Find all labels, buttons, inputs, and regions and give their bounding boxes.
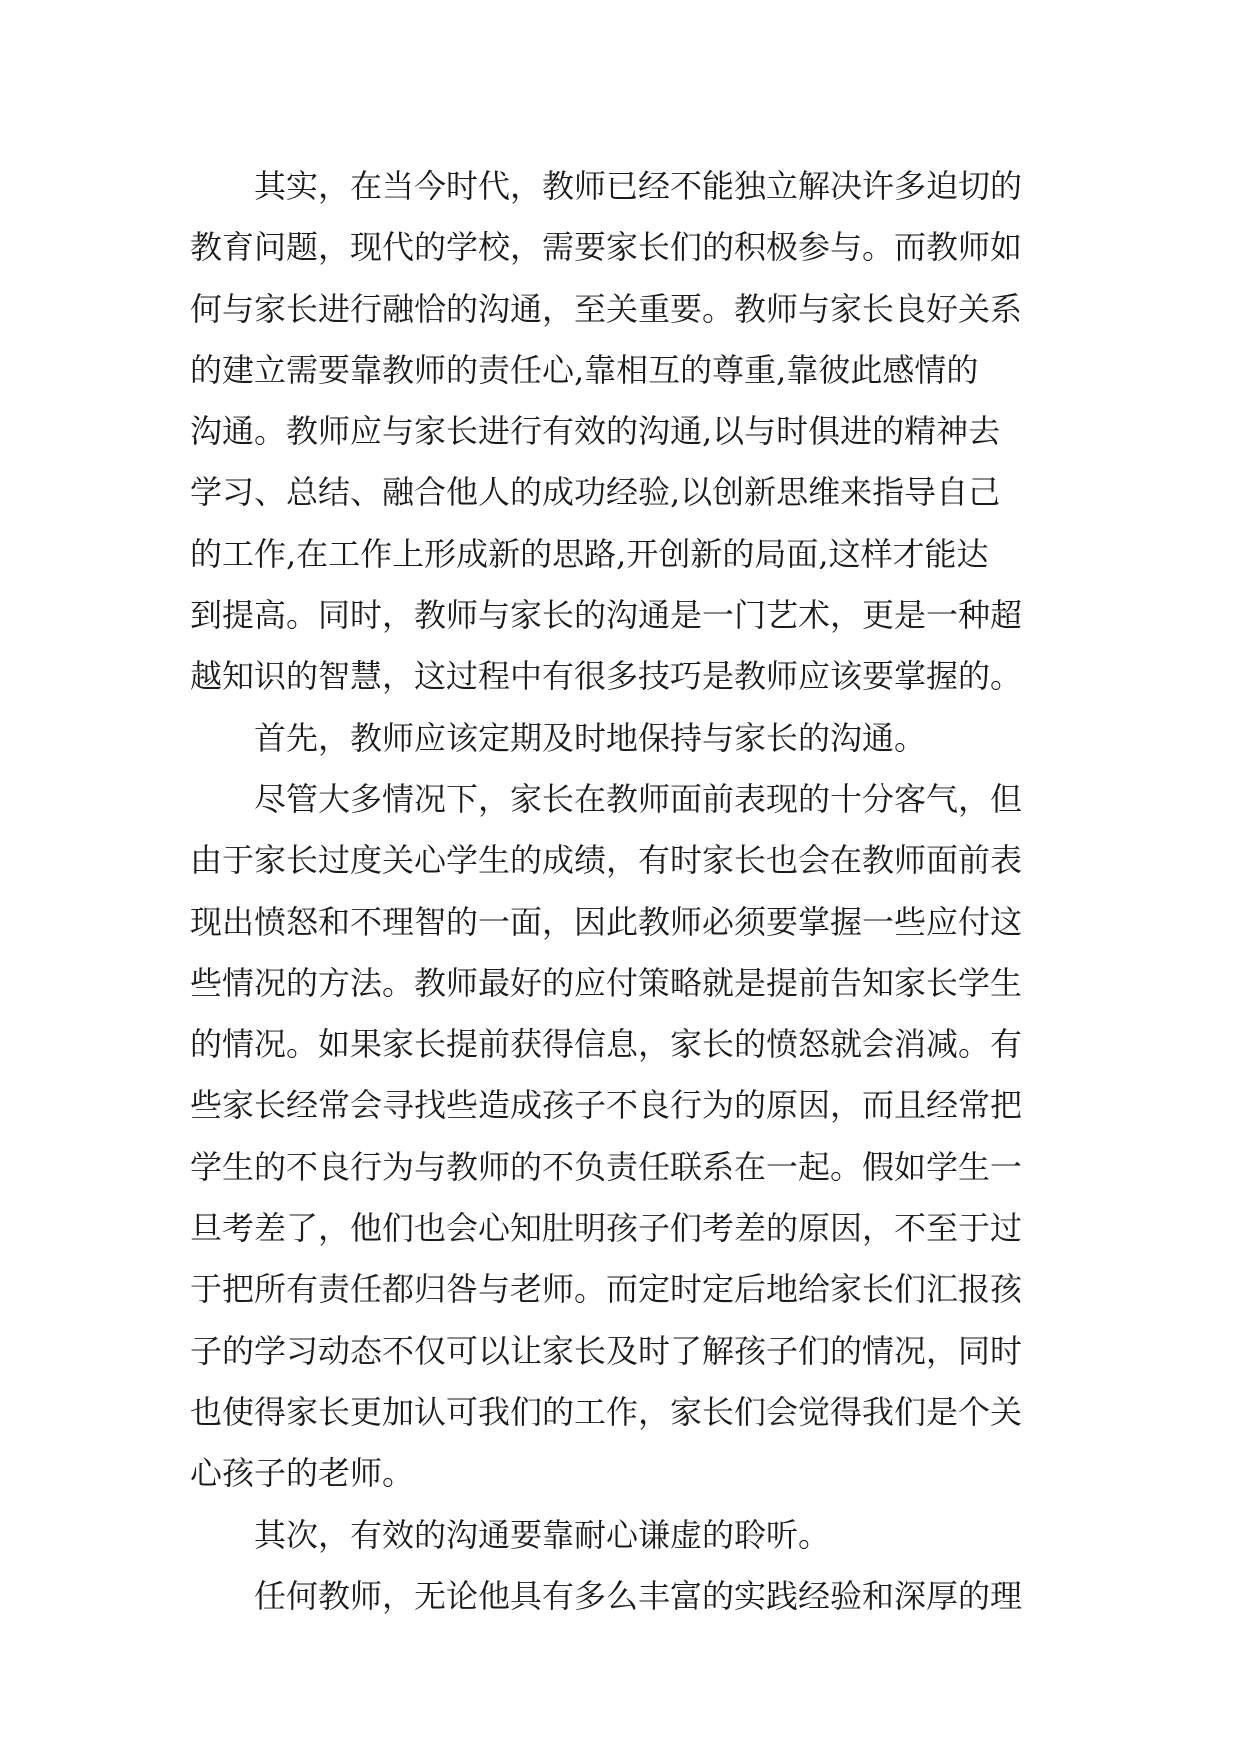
text-line: 的建立需要靠教师的责任心,靠相互的尊重,靠彼此感情的: [190, 350, 979, 389]
text-line: 些情况的方法。教师最好的应付策略就是提前告知家长学生: [190, 963, 1023, 1002]
text-line: 现出愤怒和不理智的一面，因此教师必须要掌握一些应付这: [190, 902, 1023, 941]
text-line: 其次，有效的沟通要靠耐心谦虚的聆听。: [254, 1515, 831, 1554]
text-line: 任何教师，无论他具有多么丰富的实践经验和深厚的理: [254, 1576, 1023, 1615]
text-line: 些家长经常会寻找些造成孩子不良行为的原因，而且经常把: [190, 1086, 1023, 1125]
text-line: 尽管大多情况下，家长在教师面前表现的十分客气，但: [254, 779, 1023, 818]
text-line: 首先，教师应该定期及时地保持与家长的沟通。: [254, 718, 927, 757]
text-line: 何与家长进行融恰的沟通，至关重要。教师与家长良好关系: [190, 289, 1023, 328]
text-line: 的工作,在工作上形成新的思路,开创新的局面,这样才能达: [190, 534, 989, 573]
document-body: [190, 156, 1060, 1627]
text-line: 到提高。同时，教师与家长的沟通是一门艺术，更是一种超: [190, 596, 1023, 635]
text-line: 沟通。教师应与家长进行有效的沟通,以与时俱进的精神去: [190, 412, 1001, 451]
text-line: 旦考差了，他们也会心知肚明孩子们考差的原因，不至于过: [190, 1209, 1023, 1248]
text-line: 越知识的智慧，这过程中有很多技巧是教师应该要掌握的。: [190, 657, 1023, 696]
text-line: 其实，在当今时代，教师已经不能独立解决许多迫切的: [254, 167, 1023, 205]
text-line: 也使得家长更加认可我们的工作，家长们会觉得我们是个关: [190, 1392, 1023, 1431]
text-line: 于把所有责任都归咎与老师。而定时定后地给家长们汇报孩: [190, 1270, 1023, 1309]
text-line: 的情况。如果家长提前获得信息，家长的愤怒就会消减。有: [190, 1025, 1023, 1064]
text-line: 由于家长过度关心学生的成绩，有时家长也会在教师面前表: [190, 841, 1023, 880]
text-line: 心孩子的老师。: [190, 1454, 415, 1493]
text-line: 学生的不良行为与教师的不负责任联系在一起。假如学生一: [190, 1147, 1023, 1186]
text-line: 子的学习动态不仅可以让家长及时了解孩子们的情况，同时: [190, 1331, 1023, 1370]
text-line: 学习、总结、融合他人的成功经验,以创新思维来指导自己: [190, 473, 1001, 512]
text-line: 教育问题，现代的学校，需要家长们的积极参与。而教师如: [190, 228, 1023, 267]
